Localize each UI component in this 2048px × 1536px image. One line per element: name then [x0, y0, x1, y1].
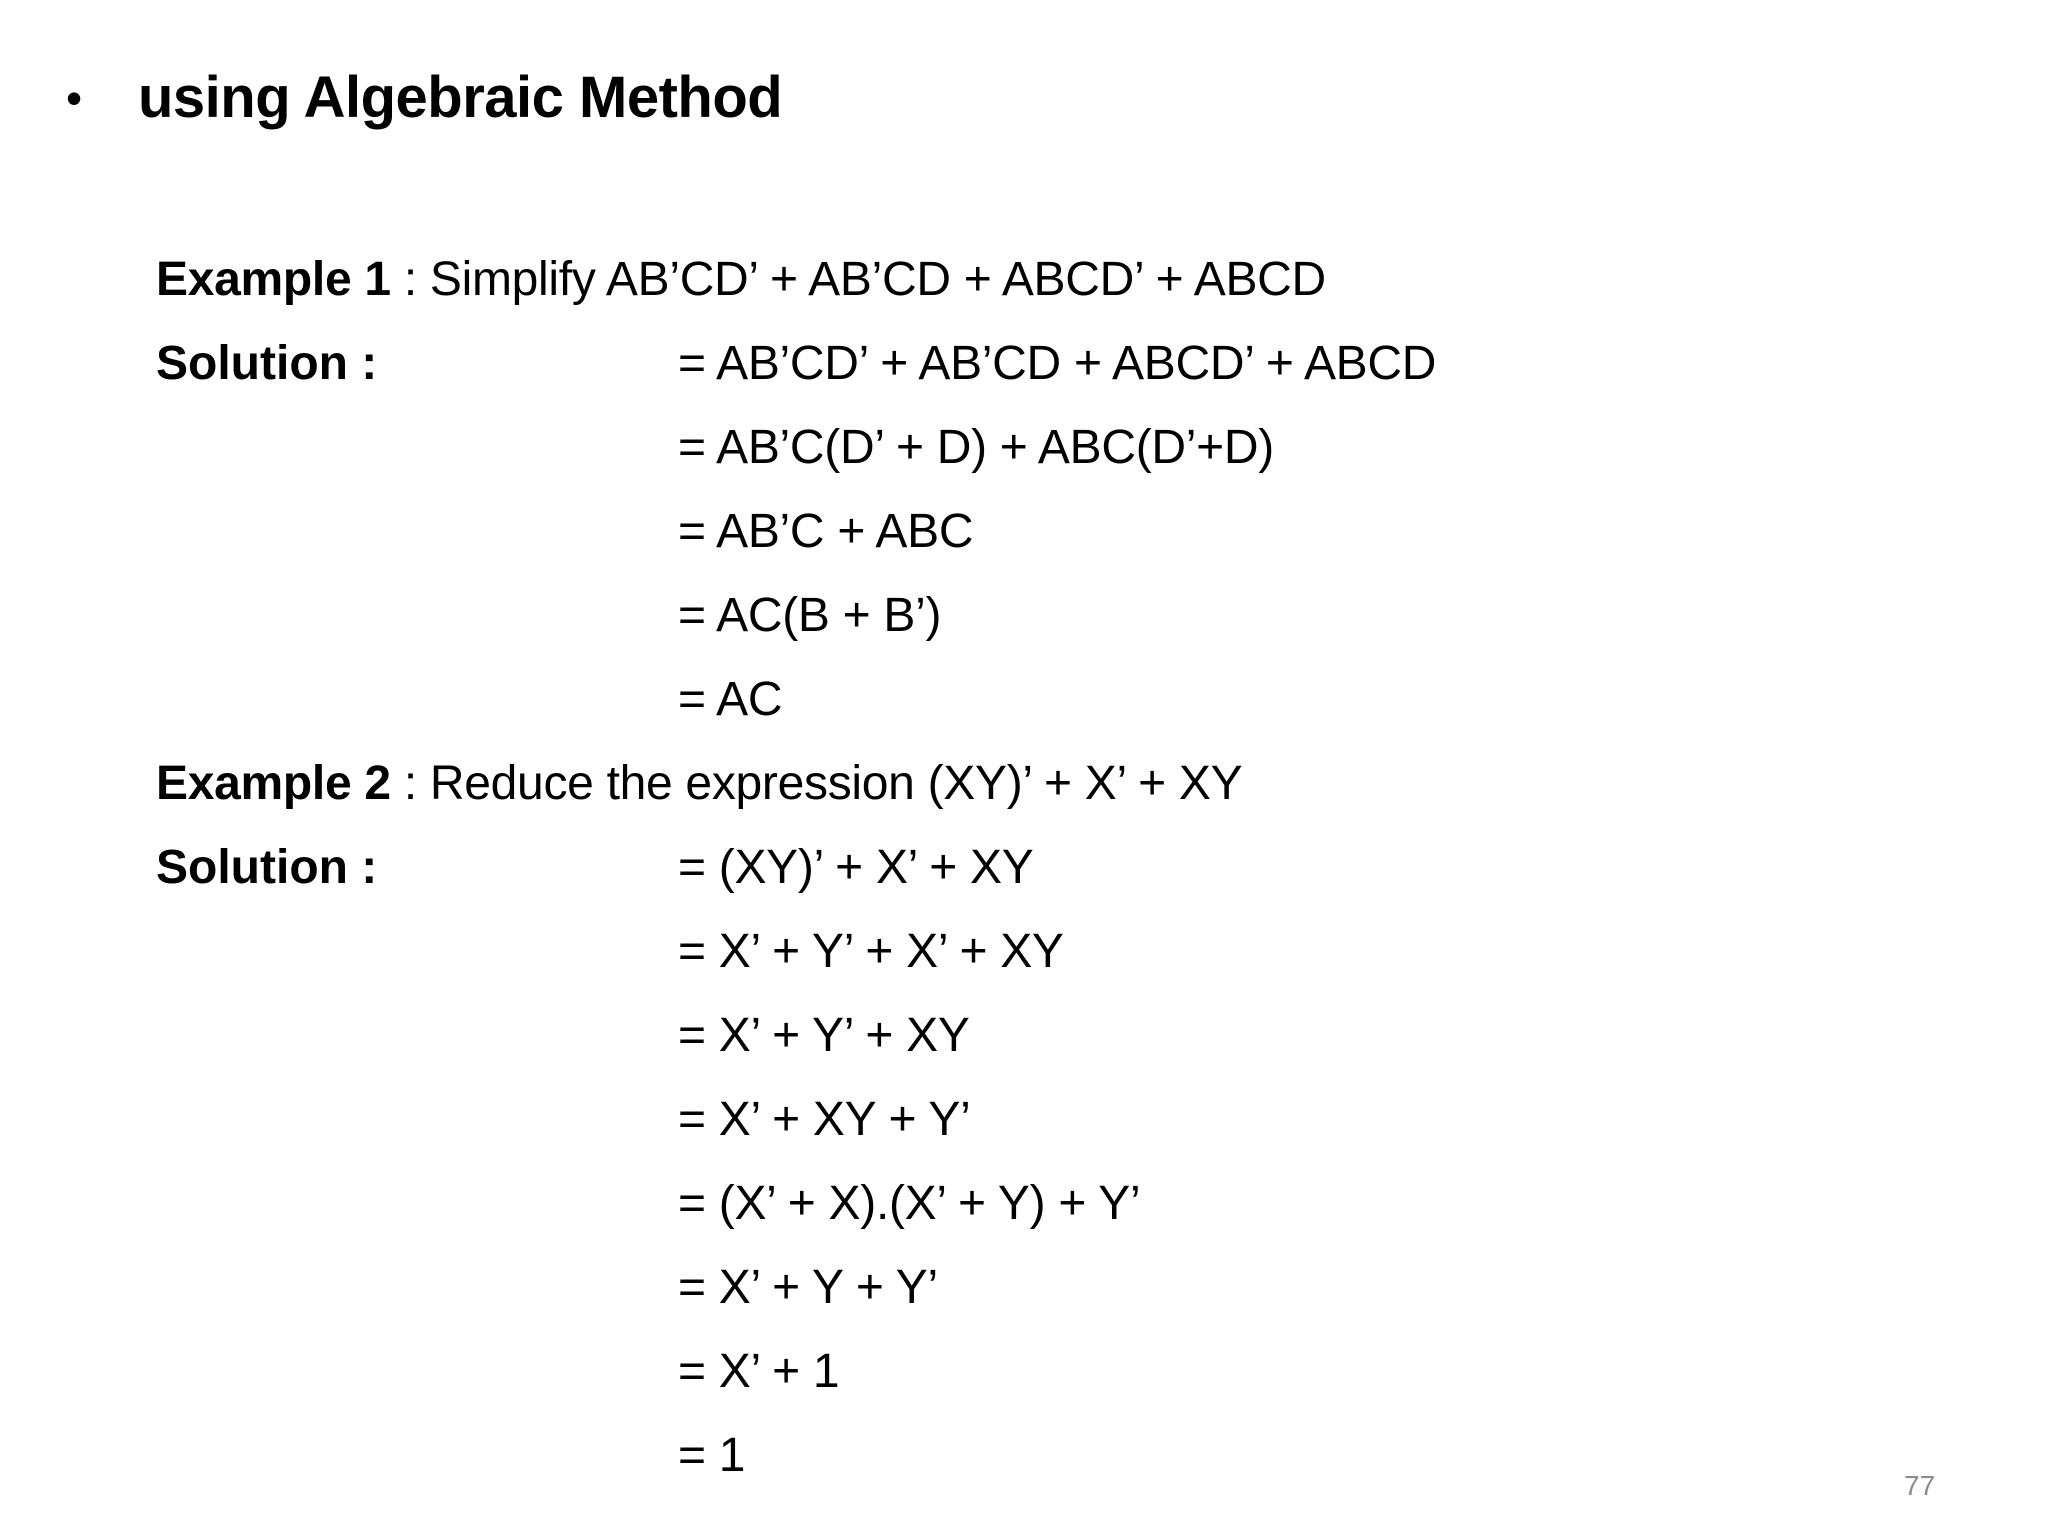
example-2-statement	[156, 742, 1242, 826]
example-2-label: Example 2	[156, 757, 391, 810]
example-1-step: = AB’CD’ + AB’CD + ABCD’ + ABCD	[678, 337, 1437, 390]
example-2-step: = X’ + Y + Y’	[678, 1261, 938, 1314]
example-2-step: = 1	[678, 1429, 746, 1482]
heading-text: using Algebraic Method	[138, 65, 783, 130]
example-2-step: = X’ + XY + Y’	[678, 1093, 971, 1146]
example-2-separator: :	[390, 757, 430, 810]
example-2-step: = X’ + Y’ + XY	[678, 1009, 970, 1062]
page-number: 77	[1904, 1470, 1936, 1501]
example-1-solution-label: Solution :	[156, 337, 378, 390]
example-2-solution-label: Solution :	[156, 841, 378, 894]
slide-heading	[60, 58, 782, 138]
example-1-step: = AB’C + ABC	[678, 505, 974, 558]
example-2-task: Reduce the expression (XY)’ + X’ + XY	[429, 757, 1243, 810]
example-1-task: Simplify AB’CD’ + AB’CD + ABCD’ + ABCD	[429, 253, 1326, 306]
example-1-step: = AB’C(D’ + D) + ABC(D’+D)	[678, 421, 1274, 474]
example-2-step: = X’ + 1	[678, 1345, 840, 1398]
bullet-icon: •	[66, 72, 83, 124]
example-1-separator: :	[390, 253, 430, 306]
example-1-label: Example 1	[156, 253, 391, 306]
example-1-step: = AC	[678, 673, 783, 726]
example-2-step: = (XY)’ + X’ + XY	[678, 841, 1034, 894]
example-2-step: = X’ + Y’ + X’ + XY	[678, 925, 1064, 978]
example-1-step: = AC(B + B’)	[678, 589, 942, 642]
example-1-statement	[156, 238, 1326, 322]
example-2-step: = (X’ + X).(X’ + Y) + Y’	[678, 1177, 1141, 1230]
